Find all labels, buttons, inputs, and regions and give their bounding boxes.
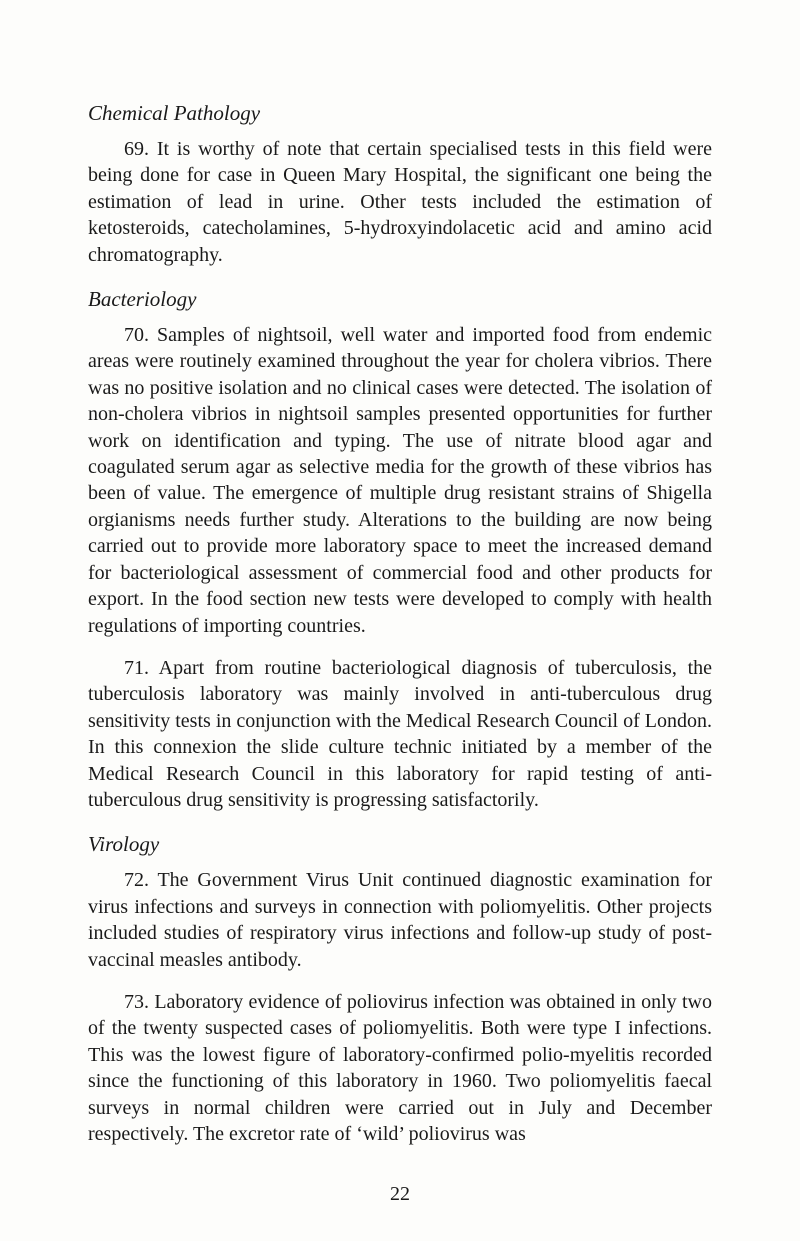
section-heading: Bacteriology bbox=[88, 287, 197, 312]
section-heading: Virology bbox=[88, 832, 160, 857]
section-heading: Chemical Pathology bbox=[88, 101, 261, 125]
section-virology bbox=[88, 831, 712, 1147]
paragraph-72: 72. The Government Virus Unit continued diagnostic examination for virus infections and surveys in connection with poliomyelitis. Other projects included studies of respiratory virus infections and follow-up study of post-vaccinal measles antibody. bbox=[88, 869, 712, 971]
page-number: 22 bbox=[390, 1183, 410, 1205]
paragraph-73: 73. Laboratory evidence of poliovirus infection was obtained in only two of the twenty suspected cases of poliomyelitis. Both were type I infections. This was the lowest figure of laboratory-confirmed polio-myelitis recorded since the functioning of this laboratory in 1960. Two poliomyelitis faecal surveys in normal children were carried out in July and December respectively. The excretor rate of ‘wild’ poliovirus was bbox=[88, 990, 712, 1145]
section-bacteriology bbox=[88, 286, 712, 813]
paragraph-70: 70. Samples of nightsoil, well water and imported food from endemic areas were routinely examined throughout the year for cholera vibrios. There was no positive isolation and no clinical cases were detected. The isolation of non-cholera vibrios in nightsoil samples presented opportunities for further work on identification and typing. The use of nitrate blood agar and coagulated serum agar as selective media for the growth of these vibrios has been of value. The emergence of multiple drug resistant strains of Shigella orgianisms needs further study. Alterations to the building are now being carried out to provide more laboratory space to meet the increased demand for bacteriological assessment of commercial food and other products for export. In the food section new tests were developed to comply with health regulations of importing countries. bbox=[88, 324, 712, 637]
paragraph-71: 71. Apart from routine bacteriological diagnosis of tuberculosis, the tuberculosis laboratory was mainly involved in anti-tuberculous drug sensitivity tests in conjunction with the Medical Research Council of London. In this connexion the slide culture technic initiated by a member of the Medical Research Council in this laboratory for rapid testing of anti-tuberculous drug sensitivity is progressing satisfactorily. bbox=[88, 656, 712, 811]
section-chemical-pathology bbox=[88, 100, 712, 268]
page-body bbox=[88, 100, 712, 1163]
paragraph-69: 69. It is worthy of note that certain specialised tests in this field were being done for case in Queen Mary Hospital, the significant one being the estimation of lead in urine. Other tests included the estimation of ketosteroids, catecholamines, 5-hydroxyindolacetic acid and amino acid chromatography. bbox=[88, 138, 712, 266]
